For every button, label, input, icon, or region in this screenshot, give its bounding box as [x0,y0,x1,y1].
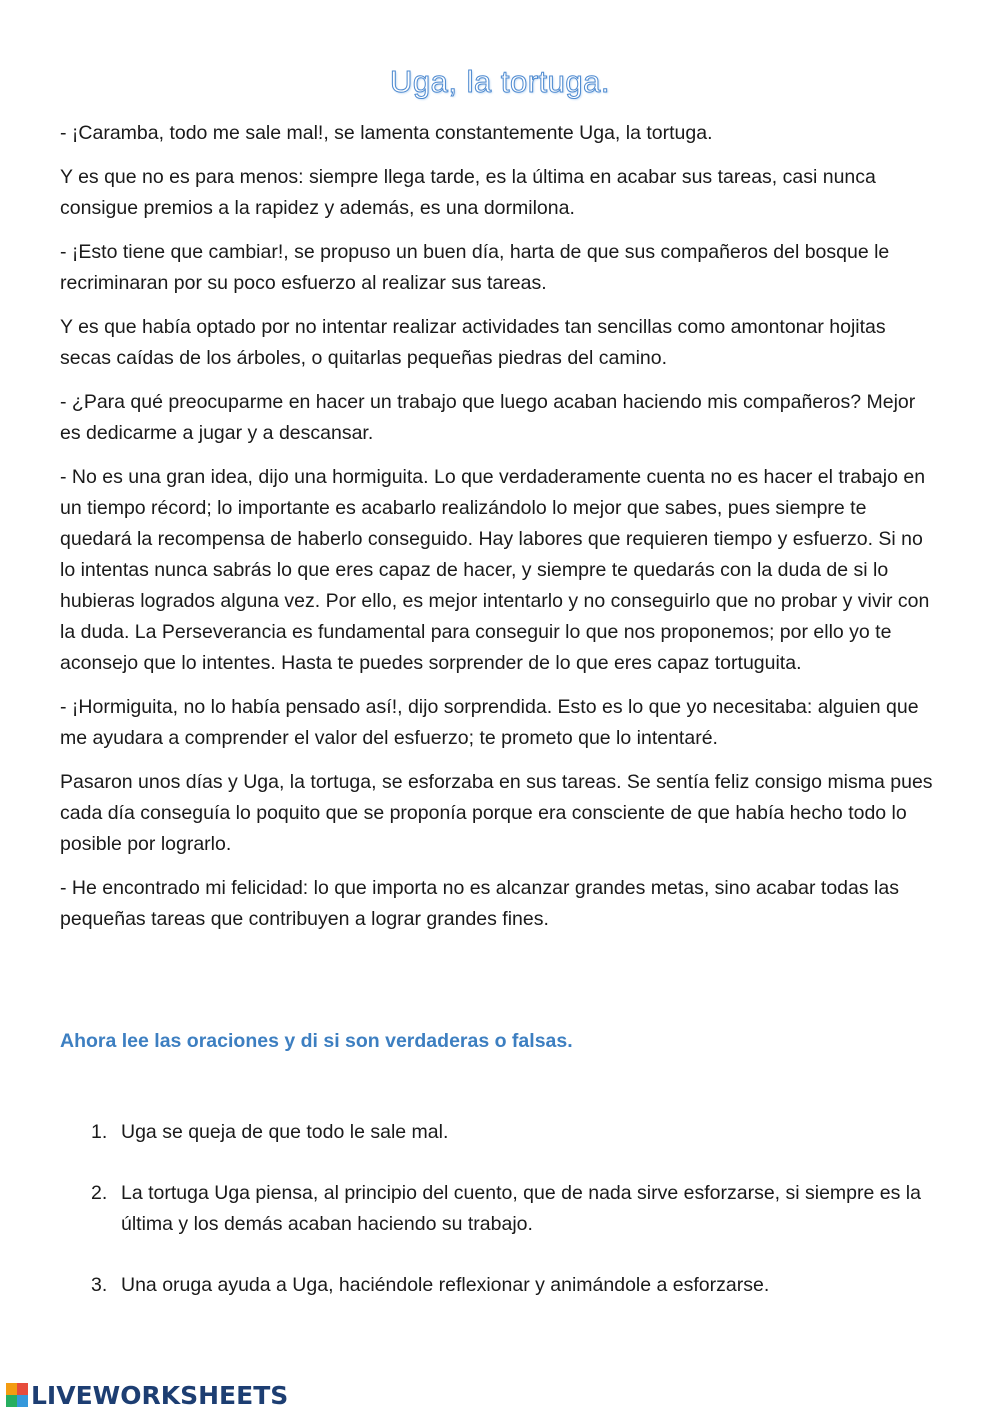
page-title: Uga, la tortuga. [390,64,610,99]
story-body [60,118,940,948]
question-text: La tortuga Uga piensa, al principio del cuento, que de nada sirve esforzarse, si siempre es la última y los demás acaban haciendo su trabajo. [121,1182,921,1235]
story-paragraph: Y es que había optado por no intentar realizar actividades tan sencillas como amontonar hojitas secas caídas de los árboles, o quitarlas pequeñas piedras del camino. [60,316,886,369]
question-text: Una oruga ayuda a Uga, haciéndole reflexionar y animándole a esforzarse. [121,1274,770,1296]
question-text: Uga se queja de que todo le sale mal. [121,1121,449,1143]
brand-name: LIVEWORKSHEETS [31,1380,289,1410]
question-list [60,1117,940,1331]
story-paragraph: - ¡Esto tiene que cambiar!, se propuso un buen día, harta de que sus compañeros del bosque le recriminaran por su poco esfuerzo al realizar sus tareas. [60,241,890,294]
story-paragraph: Pasaron unos días y Uga, la tortuga, se esforzaba en sus tareas. Se sentía feliz consigo misma pues cada día conseguía lo poquito que se proponía porque era consciente de que había hecho todo lo posible por lograrlo. [60,771,933,855]
story-paragraph: Y es que no es para menos: siempre llega tarde, es la última en acabar sus tareas, casi nunca consigue premios a la rapidez y además, es una dormilona. [60,166,876,219]
question-number: 2. [91,1182,108,1204]
story-paragraph: - ¿Para qué preocuparme en hacer un trabajo que luego acaban haciendo mis compañeros? Mejor es dedicarme a jugar y a descansar. [60,391,916,444]
liveworksheets-logo [6,1380,288,1410]
story-paragraph: - ¡Caramba, todo me sale mal!, se lamenta constantemente Uga, la tortuga. [60,122,713,144]
question-item [60,1178,940,1240]
question-number: 3. [91,1274,108,1296]
exercise-instruction: Ahora lee las oraciones y di si son verdaderas o falsas. [60,1030,573,1052]
story-paragraph: - ¡Hormiguita, no lo había pensado así!, dijo sorprendida. Esto es lo que yo necesitaba: alguien que me ayudara a comprender el valor del esfuerzo; te prometo que lo intentaré. [60,696,919,749]
question-number: 1. [91,1121,108,1143]
question-item [60,1117,940,1148]
question-item [60,1270,940,1301]
story-paragraph: - He encontrado mi felicidad: lo que importa no es alcanzar grandes metas, sino acabar todas las pequeñas tareas que contribuyen a lograr grandes fines. [60,877,899,930]
liveworksheets-logo-icon [6,1383,28,1407]
story-paragraph: - No es una gran idea, dijo una hormiguita. Lo que verdaderamente cuenta no es hacer el trabajo en un tiempo récord; lo importante es acabarlo realizándolo lo mejor que sabes, pues siempre te quedará la recompensa de haberlo conseguido. Hay labores que requieren tiempo y esfuerzo. Si no lo intentas nunca sabrás lo que eres capaz de hacer, y siempre te quedarás con la duda de si lo hubieras logrados alguna vez. Por ello, es mejor intentarlo y no conseguirlo que no probar y vivir con la duda. La Perseverancia es fundamental para conseguir lo que nos proponemos; por ello yo te aconsejo que lo intentes. Hasta te puedes sorprender de lo que eres capaz tortuguita. [60,466,930,674]
